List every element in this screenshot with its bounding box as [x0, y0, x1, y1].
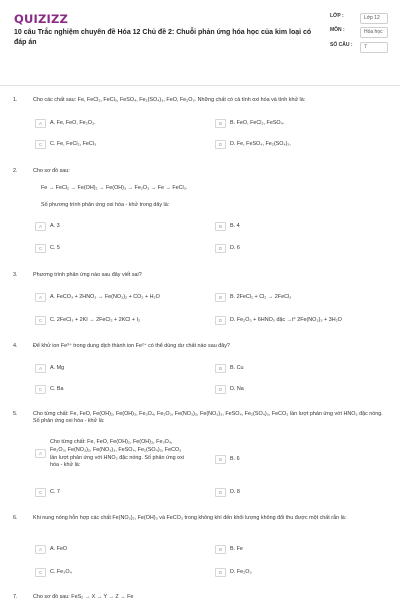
option-d[interactable]	[215, 140, 365, 149]
page-title: 10 câu Trắc nghiệm chuyên đề Hóa 12 Chủ đề 2: Chuỗi phản ứng hóa học của kim loại có đáp án	[14, 29, 312, 46]
option-c[interactable]	[35, 140, 185, 149]
question-text: Cho sơ đồ sau:	[33, 168, 70, 174]
worksheet-meta	[330, 13, 392, 53]
subject-field[interactable]: Hóa học	[360, 27, 388, 38]
option-a[interactable]	[35, 545, 185, 554]
option-a[interactable]	[35, 364, 185, 373]
question-number: 6.	[13, 515, 18, 521]
option-text: D. Fe₂O₃	[230, 569, 252, 575]
option-letter: A	[35, 364, 46, 373]
option-letter: A	[35, 449, 46, 458]
option-text: C. 2FeCl₃ + 2KI → 2FeCl₂ + 2KCl + I₂	[50, 317, 141, 323]
option-d[interactable]	[215, 244, 365, 253]
option-text: B. Fe	[230, 546, 243, 552]
option-text: A. FeCO₃ + 2HNO₃ → Fe(NO₃)₂ + CO₂ + H₂O	[50, 294, 160, 300]
reaction-scheme: Fe → FeCl₂ → Fe(OH)₂ → Fe(OH)₃ → Fe₂O₃ → Fe → FeCl₃.	[41, 185, 188, 191]
option-a[interactable]	[35, 293, 185, 302]
question-number: 5.	[13, 411, 18, 417]
option-c[interactable]	[35, 244, 185, 253]
question-number: 4.	[13, 343, 18, 349]
option-text: A. Fe, FeO, Fe₂O₃.	[50, 120, 96, 126]
option-letter: A	[35, 222, 46, 231]
option-text: A. 3	[50, 223, 60, 229]
class-row	[330, 13, 392, 24]
option-b[interactable]	[215, 222, 365, 231]
count-row	[330, 42, 392, 53]
option-letter: A	[35, 545, 46, 554]
option-text: C. 7	[50, 489, 60, 495]
option-text: D. Fe₂O₃ + 6HNO₃ đặc →t° 2Fe(NO₃)₃ + 3H₂O	[230, 317, 342, 323]
count-label: SỐ CÂU :	[330, 42, 353, 48]
option-d[interactable]	[215, 488, 365, 497]
option-letter: B	[215, 545, 226, 554]
class-label: LỚP :	[330, 13, 344, 19]
option-c[interactable]	[35, 568, 185, 577]
option-text: C. Fe₃O₄	[50, 569, 72, 575]
option-b[interactable]	[215, 364, 365, 373]
quizizz-logo: QUIZIZZ	[14, 12, 69, 26]
option-letter: A	[35, 119, 46, 128]
option-letter: B	[215, 119, 226, 128]
option-letter: B	[215, 293, 226, 302]
option-a[interactable]	[35, 439, 200, 470]
option-text: D. Fe, FeSO₄, Fe₂(SO₄)₃.	[230, 141, 292, 147]
option-a[interactable]	[35, 222, 185, 231]
count-field[interactable]: 7	[360, 42, 388, 53]
option-text: B. FeO, FeCl₂, FeSO₄.	[230, 120, 285, 126]
option-text: D. 6	[230, 245, 240, 251]
option-letter: C	[35, 244, 46, 253]
question-text: Cho sơ đồ sau: FeS₂ → X → Y → Z → Fe	[33, 594, 134, 600]
option-letter: D	[215, 316, 226, 325]
option-text: B. 2FeCl₂ + Cl₂ → 2FeCl₃	[230, 294, 292, 300]
option-letter: C	[35, 140, 46, 149]
option-b[interactable]	[215, 545, 365, 554]
option-b[interactable]	[215, 455, 365, 464]
option-text: D. Na	[230, 386, 244, 392]
class-field[interactable]: Lớp 12	[360, 13, 388, 24]
option-text: D. 8	[230, 489, 240, 495]
option-text: B. Cu	[230, 365, 244, 371]
option-a[interactable]	[35, 119, 185, 128]
option-text: A. FeO	[50, 546, 68, 552]
subject-row	[330, 27, 392, 38]
option-letter: B	[215, 222, 226, 231]
option-letter: D	[215, 385, 226, 394]
option-text: Cho từng chất: Fe, FeO, Fe(OH)₂, Fe(OH)₃, Fe₃O₄, Fe₂O₃, Fe(NO₃)₂, Fe(NO₃)₃, FeSO₄, Fe₂(SO₄)₃, FeCO₃ lần lượt phản ứng với HNO₃ đặc nóng. Số phản ứng oxi hóa - khử là:	[50, 439, 184, 469]
option-letter: C	[35, 316, 46, 325]
question-text: Cho các chất sau: Fe, FeCl₂, FeCl₃, FeSO₄, Fe₂(SO₄)₃, FeO, Fe₂O₃. Những chất có cả tính oxi hóa và tính khử là:	[33, 97, 306, 103]
option-letter: D	[215, 140, 226, 149]
question-subtext: Số phương trình phản ứng oxi hóa - khử trong dãy là:	[41, 202, 170, 208]
option-d[interactable]	[215, 568, 365, 577]
option-c[interactable]	[35, 385, 185, 394]
option-letter: A	[35, 293, 46, 302]
question-text: Khi nung nóng hỗn hợp các chất Fe(NO₃)₂, Fe(OH)₃ và FeCO₃ trong không khí đến khối lượng không đổi thu được một chất rắn là:	[33, 515, 347, 521]
option-letter: D	[215, 244, 226, 253]
option-letter: B	[215, 455, 226, 464]
option-c[interactable]	[35, 316, 185, 325]
question-number: 1.	[13, 97, 18, 103]
option-text: C. 5	[50, 245, 60, 251]
option-letter: D	[215, 568, 226, 577]
question-text: Để khử ion Fe³⁺ trong dung dịch thành ion Fe²⁺ có thể dùng dư chất nào sau đây?	[33, 343, 230, 349]
option-letter: C	[35, 568, 46, 577]
question-text: Phương trình phản ứng nào sau đây viết sai?	[33, 272, 142, 278]
option-letter: B	[215, 364, 226, 373]
option-text: C. Ba	[50, 386, 64, 392]
question-number: 3.	[13, 272, 18, 278]
option-text: B. 4	[230, 223, 240, 229]
option-c[interactable]	[35, 488, 185, 497]
question-number: 7.	[13, 594, 18, 600]
option-text: C. Fe, FeCl₂, FeCl₃	[50, 141, 97, 147]
question-text: Cho từng chất: Fe, FeO, Fe(OH)₂, Fe(OH)₃, Fe₃O₄, Fe₂O₃, Fe(NO₃)₂, Fe(NO₃)₃, FeSO₄, Fe₂(SO₄)₃, FeCO₃ lần lượt phản ứng với HNO₃ đặc nóng. Số phản ứng oxi hóa - khử là:	[33, 411, 383, 425]
option-b[interactable]	[215, 293, 365, 302]
option-text: A. Mg	[50, 365, 65, 371]
option-d[interactable]	[215, 316, 390, 325]
subject-label: MÔN :	[330, 27, 345, 33]
option-letter: C	[35, 488, 46, 497]
option-d[interactable]	[215, 385, 365, 394]
option-letter: D	[215, 488, 226, 497]
question-number: 2.	[13, 168, 18, 174]
option-b[interactable]	[215, 119, 365, 128]
option-letter: C	[35, 385, 46, 394]
page-header	[0, 0, 400, 86]
option-text: B. 6	[230, 456, 240, 462]
